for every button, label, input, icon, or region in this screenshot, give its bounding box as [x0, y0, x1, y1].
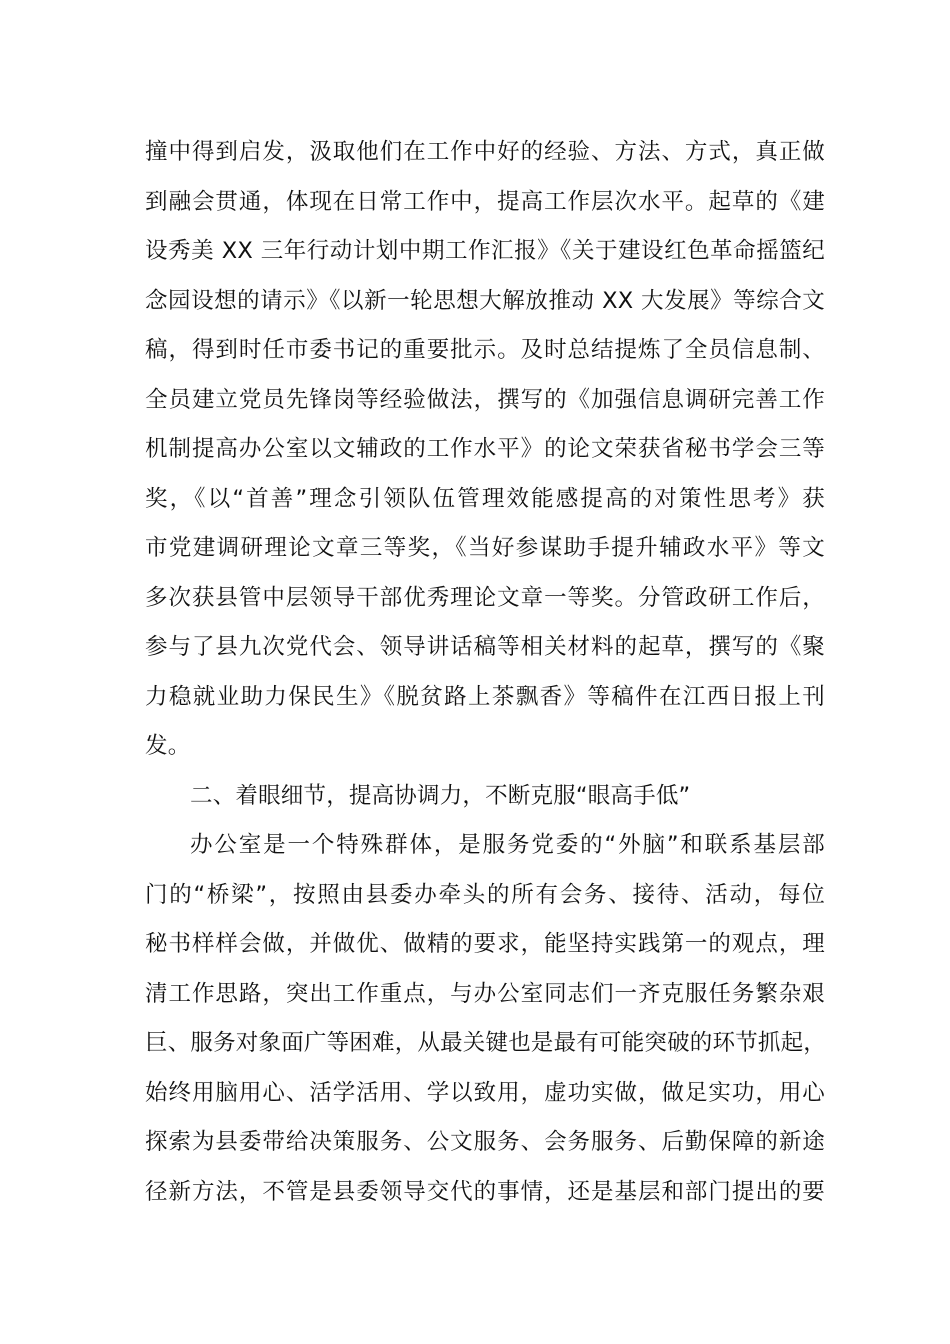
body-text-line: 力稳就业助力保民生》《脱贫路上茶飘香》等稿件在江西日报上刊 [145, 684, 825, 710]
body-text-line: 市党建调研理论文章三等奖，《当好参谋助手提升辅政水平》等文 [145, 535, 825, 561]
body-text-line: 设秀美 XX 三年行动计划中期工作汇报》《关于建设红色革命摇篮纪 [145, 238, 825, 264]
body-text-line: 发。 [145, 733, 191, 759]
section-heading: 二、着眼细节，提高协调力，不断克服“眼高手低” [190, 783, 691, 809]
body-text-line: 径新方法，不管是县委领导交代的事情，还是基层和部门提出的要 [145, 1179, 825, 1205]
body-text-line: 巨、服务对象面广等困难，从最关键也是最有可能突破的环节抓起， [145, 1030, 827, 1056]
body-text-line: 念园设想的请示》《以新一轮思想大解放推动 XX 大发展》等综合文 [145, 288, 825, 314]
body-text-line: 撞中得到启发，汲取他们在工作中好的经验、方法、方式，真正做 [145, 139, 825, 165]
body-text-line: 门的“桥梁”，按照由县委办牵头的所有会务、接待、活动，每位 [145, 882, 825, 908]
body-text-line: 始终用脑用心、活学活用、学以致用，虚功实做，做足实功，用心 [145, 1080, 825, 1106]
body-text-line: 多次获县管中层领导干部优秀理论文章一等奖。分管政研工作后， [145, 585, 825, 611]
body-text-line: 稿，得到时任市委书记的重要批示。及时总结提炼了全员信息制、 [145, 337, 825, 363]
body-text-line: 奖，《以“首善”理念引领队伍管理效能感提高的对策性思考》获 [145, 486, 825, 512]
body-text-line: 参与了县九次党代会、领导讲话稿等相关材料的起草，撰写的《聚 [145, 634, 825, 660]
body-text-line: 全员建立党员先锋岗等经验做法，撰写的《加强信息调研完善工作 [145, 387, 825, 413]
body-text-line: 机制提高办公室以文辅政的工作水平》的论文荣获省秘书学会三等 [145, 436, 825, 462]
body-text-line: 办公室是一个特殊群体，是服务党委的“外脑”和联系基层部 [190, 832, 825, 858]
body-text-line: 到融会贯通，体现在日常工作中，提高工作层次水平。起草的《建 [145, 189, 825, 215]
body-text-line: 清工作思路，突出工作重点，与办公室同志们一齐克服任务繁杂艰 [145, 981, 825, 1007]
body-text-line: 秘书样样会做，并做优、做精的要求，能坚持实践第一的观点，理 [145, 931, 825, 957]
body-text-line: 探索为县委带给决策服务、公文服务、会务服务、后勤保障的新途 [145, 1129, 825, 1155]
